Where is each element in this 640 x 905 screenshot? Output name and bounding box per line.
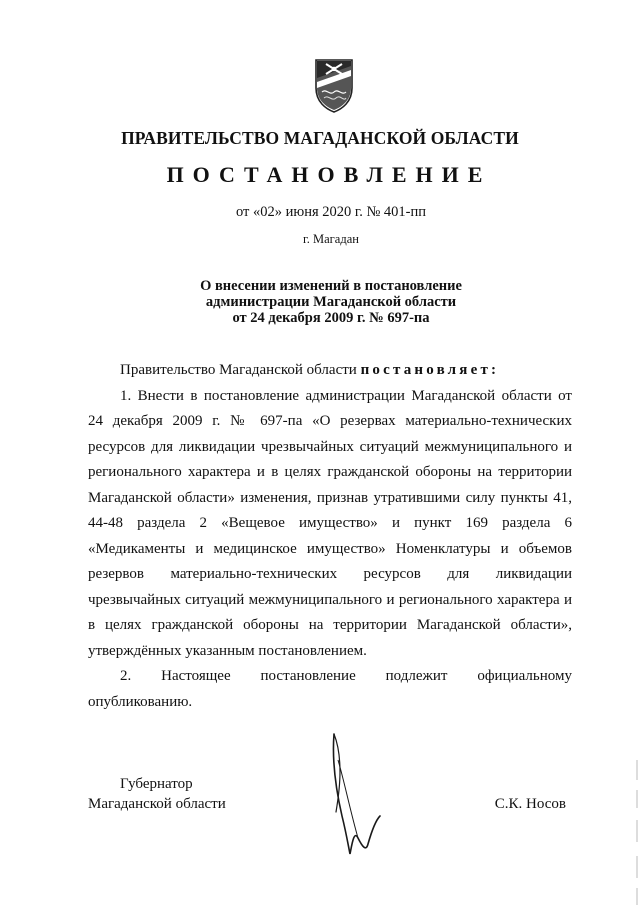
- document-subject: [0, 278, 640, 326]
- preamble: [88, 358, 572, 384]
- document-type: ПОСТАНОВЛЕНИЕ: [166, 162, 492, 187]
- subject-line-2: администрации Магаданской области: [205, 294, 457, 310]
- signatory-name: С.К. Носов: [494, 796, 566, 812]
- signatory-post-line-1: Губернатор: [120, 776, 193, 792]
- subject-line-3: от 24 декабря 2009 г. № 697-па: [232, 310, 430, 326]
- document-city: г. Магадан: [303, 232, 359, 246]
- item-2-line-1: 2. Настоящее постановление подлежит официальному: [120, 668, 572, 684]
- document-number: от «02» июня 2020 г. № 401-пп: [235, 204, 427, 220]
- preamble-suffix: :: [491, 362, 500, 378]
- preamble-prefix: Правительство Магаданской области: [120, 362, 361, 378]
- item-1: 1. Внести в постановление администрации Магаданской области от 24 декабря 2009 г. № 697-па «О резервах материально-технических ресурсов для ликвидации чрезвычайных ситуаций межмуниципального и регионального характера и в целях гражданской обороны на территории Магаданской области» изменения, признав утратившими силу пункты 41, 44-48 раздела 2 «Вещевое имущество» и пункт 169 раздела 6 «Медикаменты и медицинское имущество» Номенклатуры и объемов резервов материально-технических ресурсов для ликвидации чрезвычайных ситуаций межмуниципального и регионального характера и в целях гражданской обороны на территории Магаданской области», утверждённых указанным постановлением.: [88, 387, 572, 659]
- document-body: [88, 358, 572, 715]
- scan-edge-marks: [634, 760, 640, 905]
- signature-block: [88, 774, 572, 814]
- government-title: ПРАВИТЕЛЬСТВО МАГАДАНСКОЙ ОБЛАСТИ: [121, 128, 519, 148]
- item-2-line-2: опубликованию.: [88, 693, 193, 710]
- subject-line-1: О внесении изменений в постановление: [200, 278, 462, 294]
- preamble-action: постановляет: [360, 362, 492, 378]
- signatory-post-line-2: Магаданской области: [88, 796, 226, 812]
- coat-of-arms-icon: [314, 58, 354, 114]
